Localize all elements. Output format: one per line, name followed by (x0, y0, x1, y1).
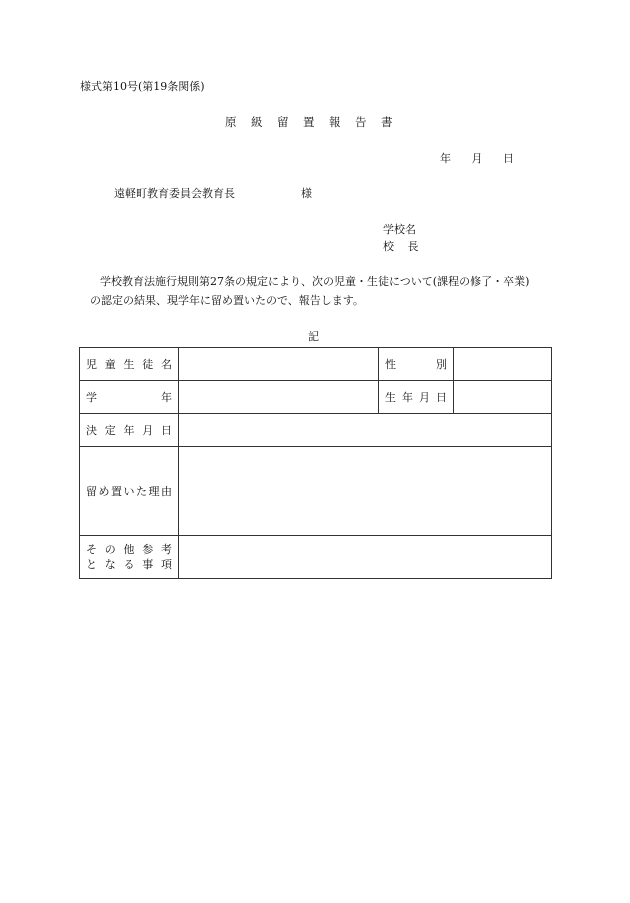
school-name-label: 学校名 (383, 223, 416, 236)
student-name-field[interactable] (179, 348, 379, 381)
date-line: 年 月 日 (440, 152, 514, 165)
student-name-label: 児童生徒名 (80, 348, 179, 381)
honorific: 様 (301, 187, 312, 200)
row-reason (80, 447, 552, 536)
row-decision-date (80, 414, 552, 447)
body-text-line-2: の認定の結果、現学年に留め置いたので、報告します。 (90, 294, 364, 307)
addressee: 遠軽町教育委員会教育長 (114, 187, 235, 200)
other-notes-field[interactable] (179, 536, 552, 579)
principal-label: 校 長 (383, 240, 422, 253)
body-text-line-1: 学校教育法施行規則第27条の規定により、次の児童・生徒について(課程の修了・卒業) (100, 275, 530, 288)
gender-field[interactable] (454, 348, 552, 381)
ki-heading: 記 (308, 330, 319, 343)
other-notes-label-line-2: となる事項 (86, 558, 172, 571)
birthdate-field[interactable] (454, 381, 552, 414)
decision-date-field[interactable] (179, 414, 552, 447)
reason-field[interactable] (179, 447, 552, 536)
grade-label: 学年 (80, 381, 179, 414)
gender-label: 性別 (379, 348, 454, 381)
report-table (79, 347, 552, 579)
row-grade (80, 381, 552, 414)
decision-date-label: 決定年月日 (80, 414, 179, 447)
reason-label: 留め置いた理由 (80, 447, 179, 536)
row-other-notes (80, 536, 552, 579)
grade-field[interactable] (179, 381, 379, 414)
document-title: 原級留置報告書 (225, 115, 407, 129)
birthdate-label: 生年月日 (379, 381, 454, 414)
form-number: 様式第10号(第19条関係) (80, 80, 205, 93)
row-student-name (80, 348, 552, 381)
other-notes-label-line-1: その他参考 (86, 543, 172, 556)
other-notes-label (80, 536, 179, 579)
